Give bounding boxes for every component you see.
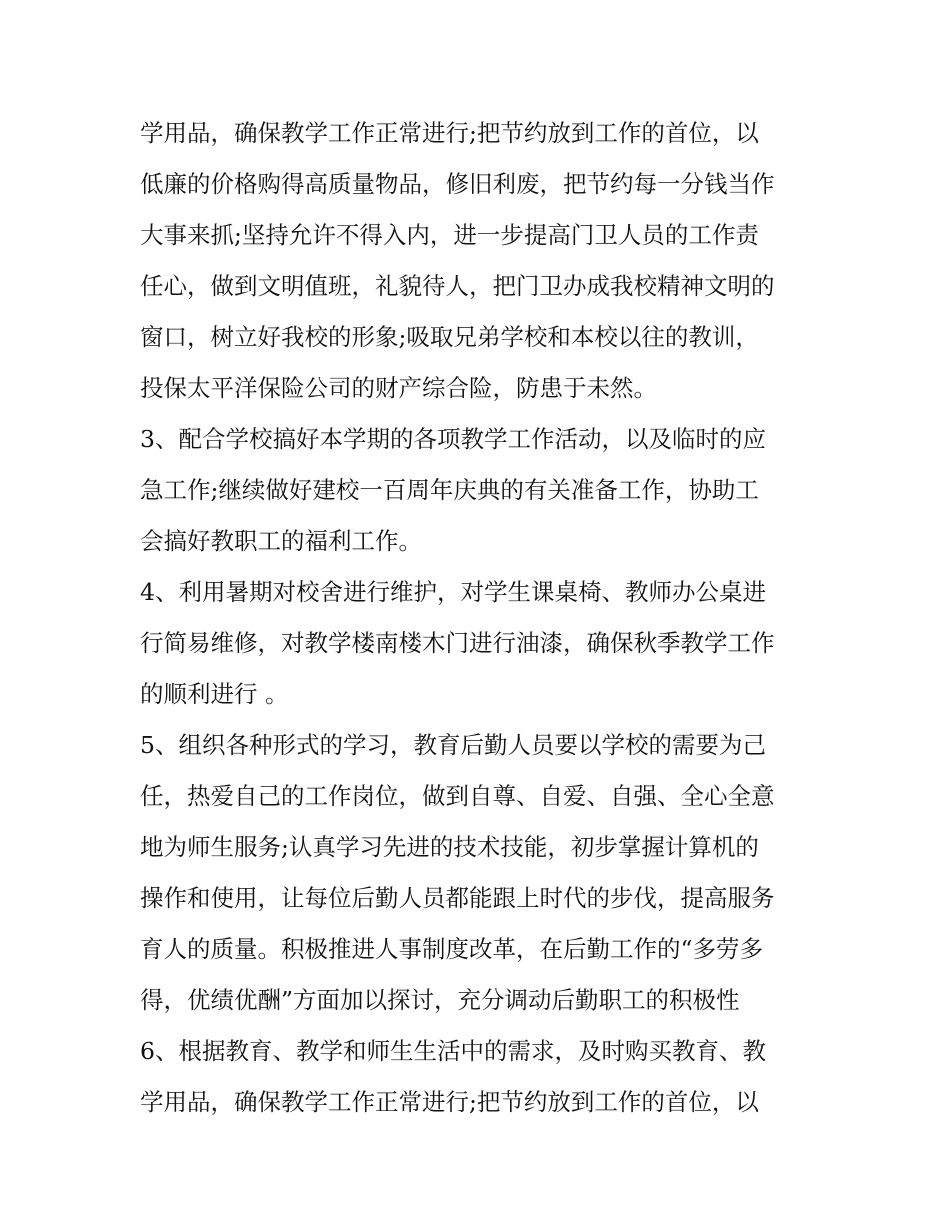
text-line: 大事来抓;坚持允许不得入内，进一步提高门卫人员的工作责 bbox=[140, 221, 759, 249]
text-line: 育人的质量。积极推进人事制度改革，在后勤工作的“多劳多 bbox=[140, 935, 764, 963]
text-line: 的顺利进行 。 bbox=[140, 680, 289, 708]
list-item-6-line: 6、根据教育、教学和师生生活中的需求，及时购买教育、教 bbox=[140, 1037, 766, 1065]
text-line: 任，热爱自己的工作岗位，做到自尊、自爱、自强、全心全意 bbox=[140, 782, 775, 810]
text-line: 得，优绩优酬”方面加以探讨，充分调动后勤职工的积极性 bbox=[140, 986, 740, 1014]
list-item-4-line: 4、利用暑期对校舍进行维护，对学生课桌椅、教师办公桌进 bbox=[140, 578, 766, 606]
text-line: 操作和使用，让每位后勤人员都能跟上时代的步伐，提高服务 bbox=[140, 884, 775, 912]
text-line: 地为师生服务;认真学习先进的技术技能，初步掌握计算机的 bbox=[140, 833, 759, 861]
list-item-3-line: 3、配合学校搞好本学期的各项教学工作活动，以及临时的应 bbox=[140, 425, 766, 453]
text-line: 会搞好教职工的福利工作。 bbox=[140, 527, 422, 555]
text-line: 低廉的价格购得高质量物品，修旧利废，把节约每一分钱当作 bbox=[140, 170, 775, 198]
text-line: 学用品，确保教学工作正常进行;把节约放到工作的首位，以 bbox=[140, 1088, 759, 1116]
text-line: 投保太平洋保险公司的财产综合险，防患于未然。 bbox=[140, 374, 657, 402]
text-line: 行简易维修，对教学楼南楼木门进行油漆，确保秋季教学工作 bbox=[140, 629, 775, 657]
text-line: 急工作;继续做好建校一百周年庆典的有关准备工作，协助工 bbox=[140, 476, 759, 504]
text-line: 学用品，确保教学工作正常进行;把节约放到工作的首位，以 bbox=[140, 119, 759, 147]
document-body bbox=[140, 108, 830, 1128]
text-line: 窗口，树立好我校的形象;吸取兄弟学校和本校以往的教训， bbox=[140, 323, 759, 351]
list-item-5-line: 5、组织各种形式的学习，教育后勤人员要以学校的需要为己 bbox=[140, 731, 766, 759]
text-line: 任心，做到文明值班，礼貌待人，把门卫办成我校精神文明的 bbox=[140, 272, 775, 300]
